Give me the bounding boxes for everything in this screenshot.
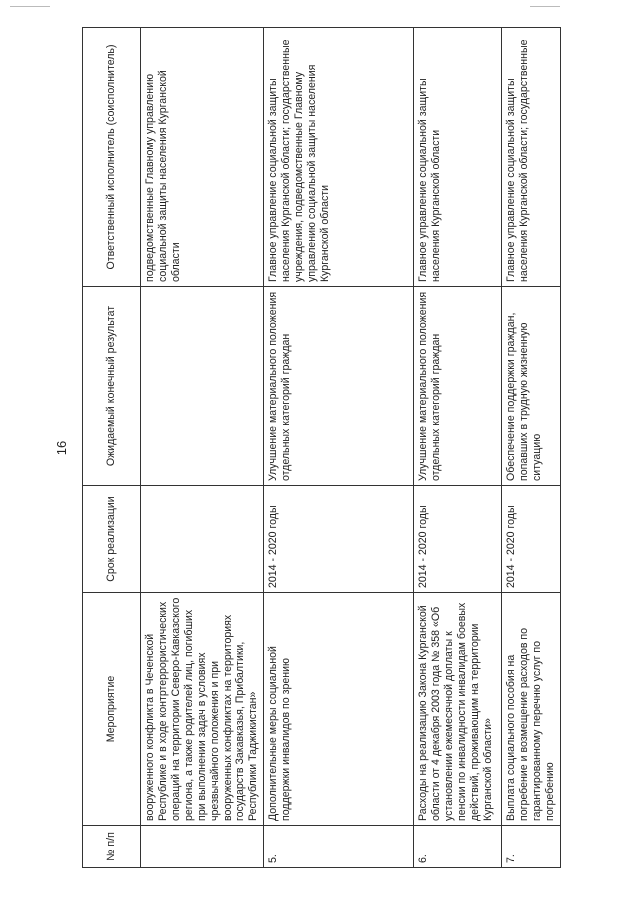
header-result: Ожидаемый конечный результат [83, 287, 141, 486]
header-executor: Ответственный исполнитель (соисполнитель) [83, 28, 141, 287]
cell-period: 2014 - 2020 годы [264, 486, 414, 593]
scan-artifact [10, 6, 50, 7]
table-row [502, 28, 561, 868]
cell-executor: Главное управление социальной защиты населения Курганской области [414, 28, 502, 287]
cell-result: Обеспечение поддержки граждан, попавших в трудную жизненную ситуацию [502, 287, 561, 486]
cell-result [141, 287, 264, 486]
cell-period: 2014 - 2020 годы [414, 486, 502, 593]
header-num: № п/п [83, 826, 141, 868]
cell-period [141, 486, 264, 593]
cell-period: 2014 - 2020 годы [502, 486, 561, 593]
cell-event: Расходы на реализацию Закона Курганской области от 4 декабря 2003 года № 358 «Об установлении ежемесячной доплаты к пенсии по инвалидности инвалидам боевых действий, проживающим на территории Курганской области» [414, 593, 502, 826]
scan-artifact [530, 6, 560, 7]
page-number: 16 [54, 440, 69, 456]
table-row [264, 28, 414, 868]
cell-executor: подведомственные Главному управлению социальной защиты населения Курганской области [141, 28, 264, 287]
cell-num: 5. [264, 826, 414, 868]
table-header-row [83, 28, 141, 868]
cell-event: Дополнительные меры социальной поддержки инвалидов по зрению [264, 593, 414, 826]
rotated-page-content [82, 28, 557, 868]
cell-num [141, 826, 264, 868]
cell-result: Улучшение материального положения отдельных категорий граждан [414, 287, 502, 486]
cell-executor: Главное управление социальной защиты населения Курганской области; государственные учреждения, подведомственные Главному управлению социальной защиты населения Курганской области [264, 28, 414, 287]
cell-num: 6. [414, 826, 502, 868]
cell-result: Улучшение материального положения отдельных категорий граждан [264, 287, 414, 486]
cell-executor: Главное управление социальной защиты населения Курганской области; государственные [502, 28, 561, 287]
header-event: Мероприятие [83, 593, 141, 826]
cell-num: 7. [502, 826, 561, 868]
cell-event: Выплата социального пособия на погребение и возмещение расходов по гарантированному перечню услуг по погребению [502, 593, 561, 826]
table-row [414, 28, 502, 868]
header-period: Срок реализации [83, 486, 141, 593]
program-measures-table [82, 27, 561, 868]
cell-event: вооруженного конфликта в Чеченской Республике и в ходе контртеррористических операций на территории Северо-Кавказского региона, а также родителей лиц, погибших при выполнении задач в условиях чрезвычайного положения и при вооруженных конфликтах на территориях государств Закавказья, Прибалтики, Республики Таджикистан» [141, 593, 264, 826]
table-row-continuation [141, 28, 264, 868]
